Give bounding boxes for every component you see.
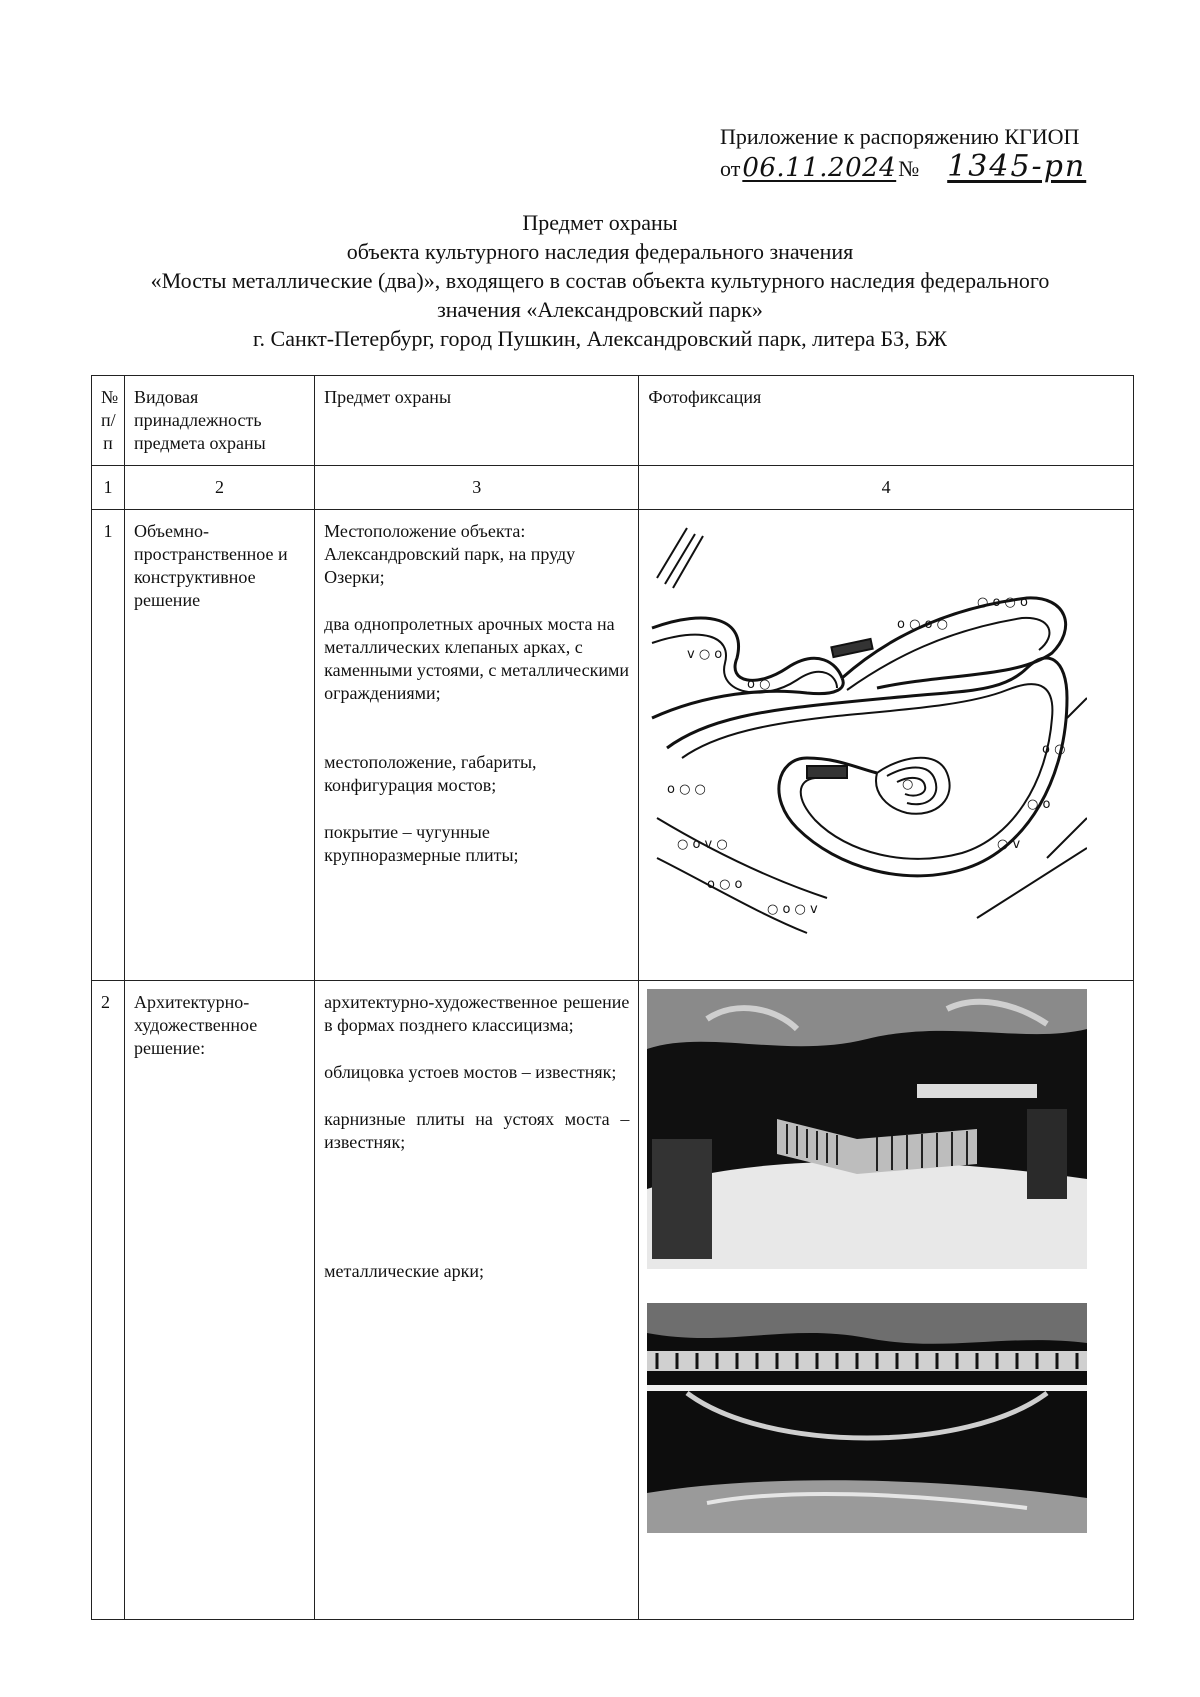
handwritten-date: 06.11.2024 bbox=[742, 153, 897, 183]
number-label: № bbox=[898, 156, 920, 181]
heading-line-3: «Мосты металлические (два)», входящего в состав объекта культурного наследия федерального bbox=[150, 268, 1050, 293]
row-items bbox=[315, 981, 639, 1620]
header-category: Видовая принадлежность предмета охраны bbox=[124, 376, 314, 466]
svg-text:o ○: o ○ bbox=[747, 677, 771, 692]
protection-item: Местоположение объекта: Александровский парк, на пруду Озерки; bbox=[324, 521, 576, 587]
svg-text:o ○: o ○ bbox=[1042, 742, 1066, 757]
table-header-row bbox=[92, 376, 1134, 466]
table-row bbox=[92, 510, 1134, 981]
protection-table bbox=[91, 375, 1134, 1620]
column-number: 4 bbox=[639, 466, 1134, 510]
table-row bbox=[92, 981, 1134, 1620]
header-number: № п/п bbox=[92, 376, 125, 466]
svg-text:o ○ o: o ○ o bbox=[707, 877, 743, 892]
svg-text:○ o ○ v: ○ o ○ v bbox=[767, 902, 819, 917]
column-number: 1 bbox=[92, 466, 125, 510]
row-category: Архитектурно-художественное решение: bbox=[124, 981, 314, 1620]
heading-line-5: г. Санкт-Петербург, город Пушкин, Александровский парк, литера БЗ, БЖ bbox=[253, 326, 947, 351]
svg-text:○ o: ○ o bbox=[1027, 797, 1051, 812]
row-index: 1 bbox=[92, 510, 125, 981]
svg-text:○ o ○ o: ○ o ○ o bbox=[977, 595, 1029, 610]
header-photo: Фотофиксация bbox=[639, 376, 1134, 466]
handwritten-number: 1345-рп bbox=[947, 149, 1087, 184]
column-number-row bbox=[92, 466, 1134, 510]
heading-line-1: Предмет охраны bbox=[522, 210, 678, 235]
row-photo bbox=[639, 510, 1134, 981]
protection-item: местоположение, габариты, конфигурация мостов; bbox=[324, 752, 537, 795]
protection-item: архитектурно-художественное решение в формах позднего классицизма; bbox=[324, 992, 630, 1035]
site-plan-image bbox=[647, 518, 1087, 943]
appendix-header bbox=[720, 122, 1086, 184]
protection-item: карнизные плиты на устоях моста – известняк; bbox=[324, 1109, 630, 1152]
svg-text:o ○ o ○: o ○ o ○ bbox=[897, 617, 949, 632]
protection-item: два однопролетных арочных моста на металлических клепаных арках, с каменными устоями, с металлическими ограждениями; bbox=[324, 614, 629, 703]
heading-line-4: значения «Александровский парк» bbox=[437, 297, 763, 322]
protection-item: облицовка устоев мостов – известняк; bbox=[324, 1062, 617, 1082]
protection-item: покрытие – чугунные крупноразмерные плиты; bbox=[324, 822, 519, 865]
row-category: Объемно-пространственное и конструктивное решение bbox=[124, 510, 314, 981]
row-items bbox=[315, 510, 639, 981]
svg-text:○ v: ○ v bbox=[997, 837, 1021, 852]
protection-item: металлические арки; bbox=[324, 1261, 485, 1281]
bridge-arch-photo bbox=[647, 1303, 1087, 1533]
row-photo bbox=[639, 981, 1134, 1620]
svg-text:o ○ ○: o ○ ○ bbox=[667, 782, 707, 797]
row-index: 2 bbox=[92, 981, 125, 1620]
document-heading bbox=[80, 208, 1120, 353]
header-subject: Предмет охраны bbox=[315, 376, 639, 466]
svg-text:○: ○ bbox=[902, 777, 914, 792]
heading-line-2: объекта культурного наследия федерального значения bbox=[346, 239, 854, 264]
bridge-photo bbox=[647, 989, 1087, 1269]
appendix-date-number bbox=[720, 149, 1087, 184]
column-number: 2 bbox=[124, 466, 314, 510]
appendix-title: Приложение к распоряжению КГИОП bbox=[720, 124, 1080, 149]
svg-text:v ○ o: v ○ o bbox=[687, 647, 723, 662]
svg-text:○ o v ○: ○ o v ○ bbox=[677, 837, 729, 852]
from-label: от bbox=[720, 156, 741, 181]
column-number: 3 bbox=[315, 466, 639, 510]
